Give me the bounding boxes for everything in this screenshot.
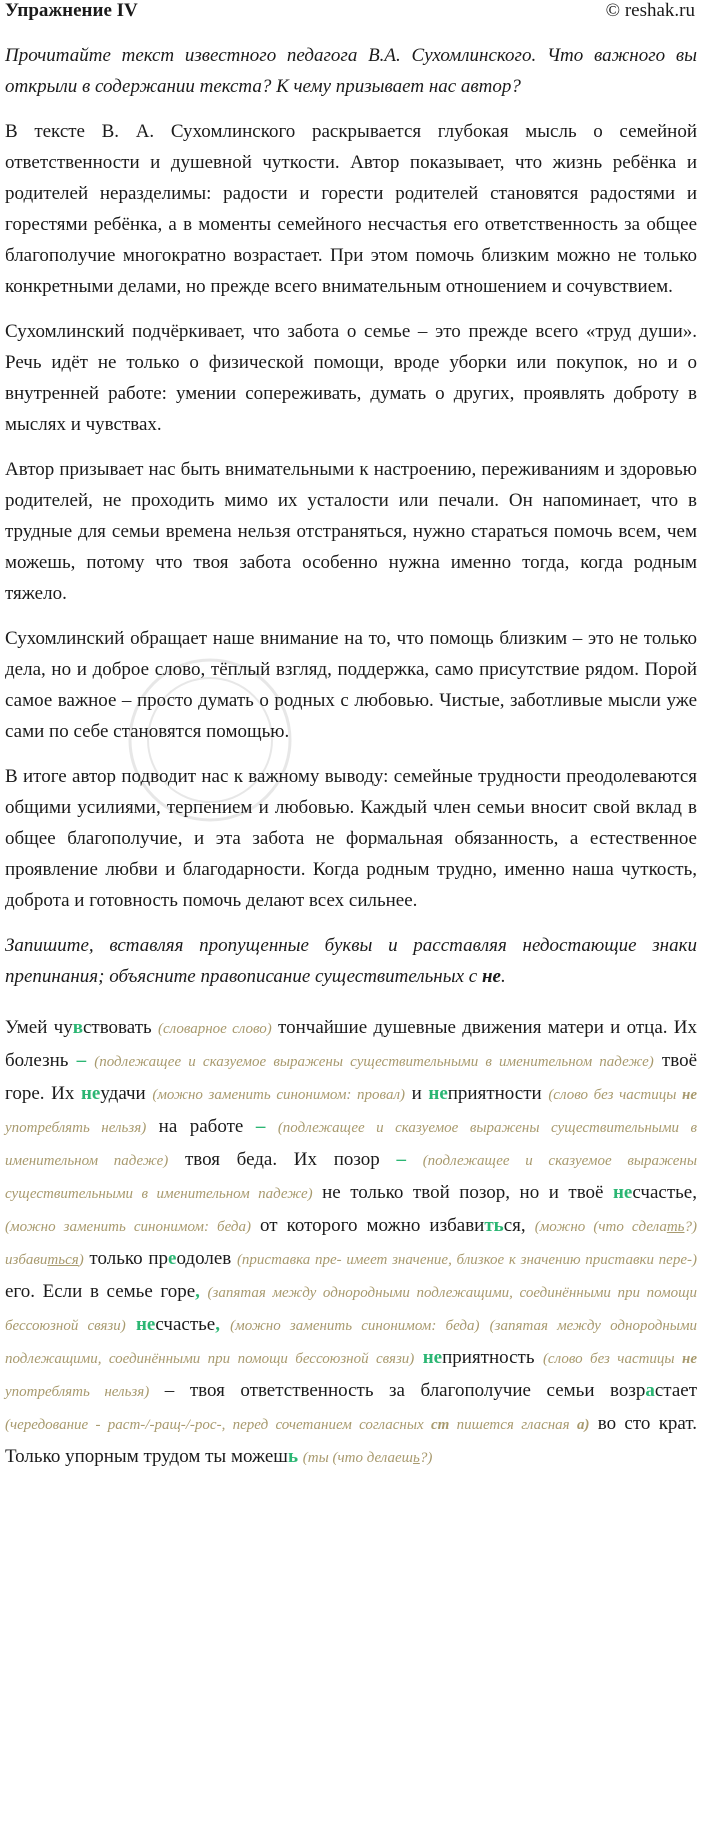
note: (можно заменить синонимом: беда) bbox=[230, 1318, 480, 1334]
note: (можно (что сделать?) избавиться) bbox=[5, 1219, 697, 1268]
note: (запятая между однородными подлежащими, соединёнными при помощи бессоюзной связи) bbox=[5, 1285, 698, 1334]
note: (словарное слово) bbox=[157, 1021, 272, 1037]
answer-paragraph-5: В итоге автор подводит нас к важному выводу: семейные трудности преодолеваются общими усилиями, терпением и любовью. Каждый член семьи вносит свой вклад в общее благополучие, и эта забота не формальная обязанность, а естественное проявление любви и благодарности. Когда родным трудно, именно наша чуткость, доброта и готовность помочь делают всех сильнее. bbox=[5, 766, 697, 911]
inserted-dash: – bbox=[76, 1050, 87, 1071]
particle-ne: не bbox=[612, 1182, 633, 1203]
page bbox=[5, 0, 697, 1474]
inserted-letter: е bbox=[168, 1248, 177, 1269]
note: (можно заменить синонимом: беда) bbox=[5, 1219, 251, 1235]
answer-paragraph-1: В тексте В. А. Сухомлинского раскрывается глубокая мысль о семейной ответственности и душевной чуткости. Автор показывает, что жизнь ребёнка и родителей неразделимы: радости и горести родителей становятся радостями и горестями ребёнка, а в моменты семейного несчастья его ответственность за общее благополучие многократно возрастает. При этом помочь близким можно не только конкретными делами, но прежде всего внимательным отношением и сочувствием. bbox=[5, 121, 697, 297]
task-question: Прочитайте текст известного педагога В.А. Сухомлинского. Что важного вы открыли в содержании текста? К чему призывает нас автор? bbox=[5, 45, 697, 97]
inserted-letter: в bbox=[72, 1017, 83, 1038]
inserted-dash: – bbox=[396, 1149, 406, 1170]
inserted-dash: – bbox=[255, 1116, 266, 1137]
note: (чередование - раст-/-ращ-/-рос-, перед сочетанием согласных ст пишется гласная а) bbox=[5, 1417, 590, 1433]
particle-ne: не bbox=[135, 1314, 156, 1335]
brand-label: © reshak.ru bbox=[605, 0, 695, 21]
inserted-letter: ть bbox=[484, 1215, 504, 1236]
note: (подлежащее и сказуемое выражены существительными в именительном падеже) bbox=[94, 1054, 654, 1070]
particle-ne: не bbox=[80, 1083, 101, 1104]
note: (приставка пре- имеет значение, близкое к значению приставки пере-) bbox=[236, 1252, 697, 1268]
particle-ne: не bbox=[422, 1347, 443, 1368]
task-instruction: Запишите, вставляя пропущенные буквы и расставляя недостающие знаки препинания; объясните правописание существительных с не. bbox=[5, 935, 697, 987]
particle-ne: не bbox=[428, 1083, 448, 1104]
answer-paragraph-2: Сухомлинский подчёркивает, что забота о семье – это прежде всего «труд души». Речь идёт не только о физической помощи, вроде уборки или покупок, но и о внутренней работе: умении сопереживать, думать о других, проявлять доброту в мыслях и чувствах. bbox=[5, 321, 697, 435]
note: (подлежащее и сказуемое выражены существительными в именительном падеже) bbox=[5, 1120, 698, 1169]
note: (подлежащее и сказуемое выражены существительными в именительном падеже) bbox=[5, 1153, 698, 1202]
inserted-letter: а bbox=[645, 1380, 655, 1401]
page-title: Упражнение IV bbox=[5, 0, 138, 21]
note: (ты (что делаешь?) bbox=[302, 1450, 433, 1466]
note: (запятая между однородными подлежащими, соединёнными при помощи бессоюзной связи) bbox=[5, 1318, 698, 1367]
inserted-comma: , bbox=[215, 1314, 220, 1335]
note: (слово без частицы не употреблять нельзя) bbox=[5, 1087, 697, 1136]
header bbox=[5, 0, 697, 26]
inserted-comma: , bbox=[195, 1281, 200, 1302]
exercise-text: Умей чувствовать (словарное слово) тончайшие душевные движения матери и отца. Их болезнь – (подлежащее и сказуемое выражены существительными в именительном падеже) твоё горе. Их неудачи (можно заменить синонимом: провал) и неприятности (слово без частицы не употреблять нельзя) на работе – (подлежащее и сказуемое выражены существительными в именительном падеже) твоя беда. Их позор – (подлежащее и сказуемое выражены существительными в именительном падеже) не только твой позор, но и твоё несчастье, (можно заменить синонимом: беда) от которого можно избавиться, (можно (что сделать?) избавиться) только преодолев (приставка пре- имеет значение, близкое к значению приставки пере-) его. Если в семье горе, (запятая между однородными подлежащими, соединёнными при помощи бессоюзной связи) несчастье, (можно заменить синонимом: беда) (запятая между однородными подлежащими, соединёнными при помощи бессоюзной связи) неприятность (слово без частицы не употреблять нельзя) – твоя ответственность за благополучие семьи возрастает (чередование - раст-/-ращ-/-рос-, перед сочетанием согласных ст пишется гласная а) во сто крат. Только упорным трудом ты можешь (ты (что делаешь?) bbox=[5, 1017, 698, 1467]
note: (слово без частицы не употреблять нельзя) bbox=[5, 1351, 697, 1400]
inserted-letter: ь bbox=[287, 1446, 299, 1467]
answer-paragraph-4: Сухомлинский обращает наше внимание на то, что помощь близким – это не только дела, но и доброе слово, тёплый взгляд, поддержка, само присутствие рядом. Порой самое важное – просто думать о родных с любовью. Чистые, заботливые мысли уже сами по себе становятся помощью. bbox=[5, 628, 697, 742]
note: (можно заменить синонимом: провал) bbox=[152, 1087, 405, 1103]
answer-paragraph-3: Автор призывает нас быть внимательными к настроению, переживаниям и здоровью родителей, не проходить мимо их усталости или печали. Он напоминает, что в трудные для семьи времена нельзя отстраняться, нужно стараться помочь всем, чем можешь, потому что твоя забота особенно нужна именно тогда, когда родным тяжело. bbox=[5, 459, 697, 604]
